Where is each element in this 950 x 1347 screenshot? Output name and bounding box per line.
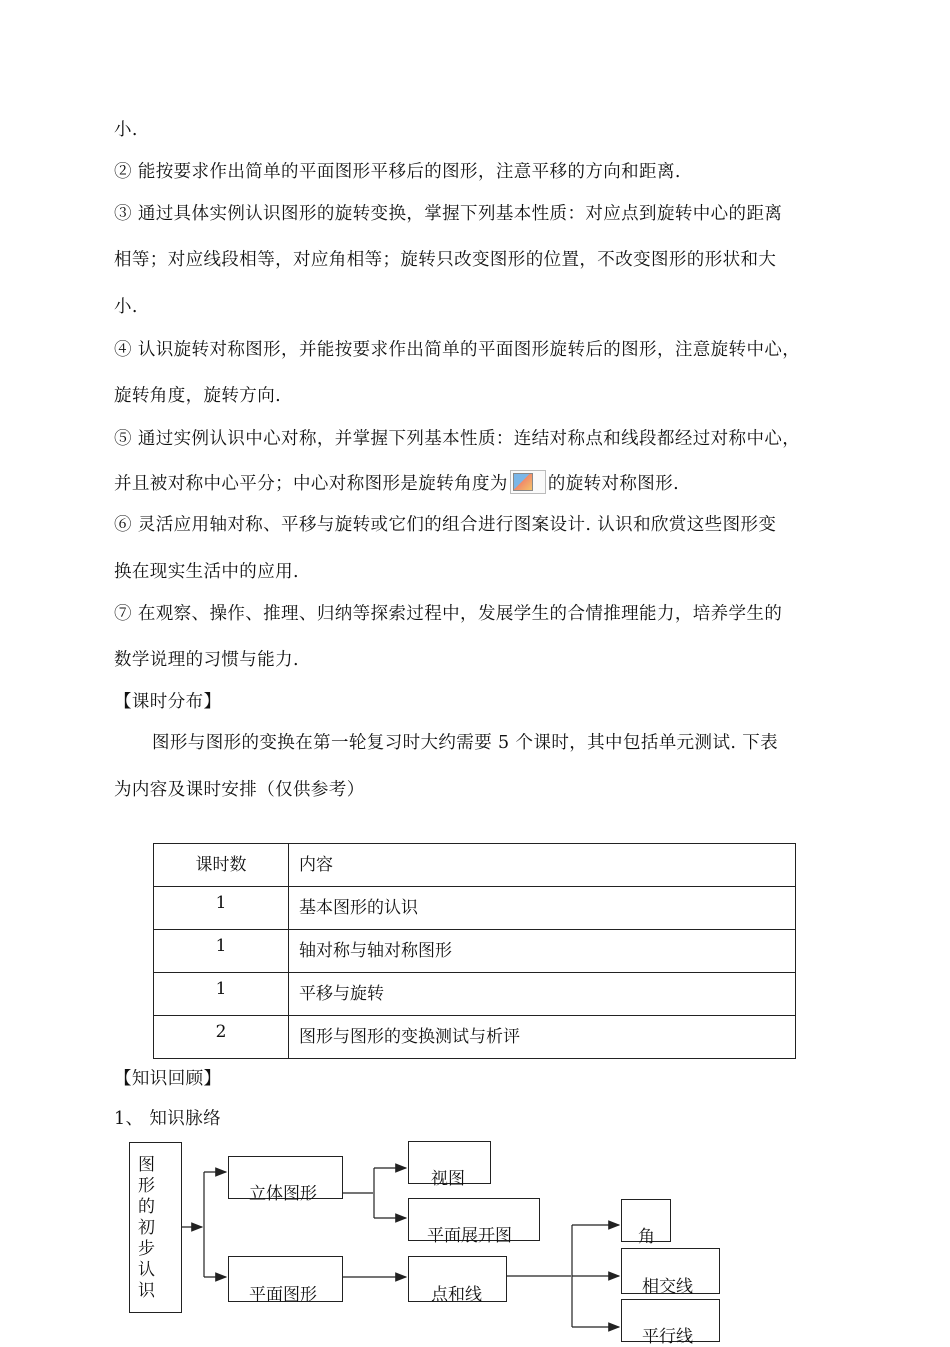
- section-heading: 【知识回顾】: [114, 1069, 222, 1089]
- diagram-label: 相交线: [642, 1277, 693, 1297]
- paragraph-line: 小.: [114, 120, 138, 140]
- diagram-box-net: [408, 1198, 540, 1246]
- paragraph-line: ⑦ 在观察、操作、推理、归纳等探索过程中，发展学生的合情推理能力，培养学生的: [114, 604, 783, 624]
- table-cell: 2: [154, 1016, 289, 1059]
- paragraph-line: 为内容及课时安排（仅供参考）: [114, 780, 365, 800]
- table-cell: 基本图形的认识: [289, 887, 796, 930]
- diagram-label: 点和线: [431, 1285, 482, 1305]
- paragraph-line: 换在现实生活中的应用.: [114, 562, 299, 582]
- table-header-cell: 课时数: [154, 844, 289, 887]
- diagram-root-box: [129, 1142, 182, 1313]
- paragraph-line: ⑤ 通过实例认识中心对称，并掌握下列基本性质：连结对称点和线段都经过对称中心，: [114, 429, 801, 449]
- diagram-box-intersecting: [621, 1248, 720, 1297]
- diagram-label: 视图: [431, 1169, 465, 1189]
- paragraph-line: ④ 认识旋转对称图形，并能按要求作出简单的平面图形旋转后的图形，注意旋转中心，: [114, 340, 801, 360]
- section-heading: 【课时分布】: [114, 692, 222, 712]
- diagram-label: 图形的初步认识: [138, 1155, 155, 1301]
- paragraph-line: 小.: [114, 297, 138, 317]
- diagram-box-plane: [228, 1256, 343, 1305]
- list-item: 1、 知识脉络: [114, 1109, 221, 1129]
- diagram-box-solid: [228, 1156, 343, 1204]
- paragraph-line: 数学说理的习惯与能力.: [114, 650, 299, 670]
- paragraph-line: 相等；对应线段相等，对应角相等；旋转只改变图形的位置，不改变图形的形状和大: [114, 250, 777, 270]
- paragraph-line: 旋转角度，旋转方向.: [114, 386, 282, 406]
- table-cell: 图形与图形的变换测试与析评: [289, 1016, 796, 1059]
- diagram-box-parallel: [621, 1299, 720, 1347]
- table-cell: 1: [154, 973, 289, 1016]
- table-header-cell: 内容: [289, 844, 796, 887]
- paragraph-line: 图形与图形的变换在第一轮复习时大约需要 5 个课时，其中包括单元测试. 下表: [152, 733, 779, 753]
- paragraph-line: ③ 通过具体实例认识图形的旋转变换，掌握下列基本性质：对应点到旋转中心的距离: [114, 204, 783, 224]
- paragraph-line: ② 能按要求作出简单的平面图形平移后的图形，注意平移的方向和距离.: [114, 162, 681, 182]
- diagram-box-view: [408, 1141, 491, 1189]
- table-cell: 1: [154, 930, 289, 973]
- diagram-label: 平行线: [642, 1327, 693, 1347]
- paragraph-text: 的旋转对称图形.: [547, 474, 680, 494]
- paragraph-text: 并且被对称中心平分；中心对称图形是旋转角度为: [114, 474, 508, 494]
- diagram-label: 平面图形: [249, 1285, 317, 1305]
- diagram-label: 立体图形: [249, 1184, 317, 1204]
- table-cell: 1: [154, 887, 289, 930]
- table-cell: 轴对称与轴对称图形: [289, 930, 796, 973]
- diagram-box-point-line: [408, 1256, 507, 1305]
- table-cell: 平移与旋转: [289, 973, 796, 1016]
- diagram-label: 角: [638, 1227, 655, 1247]
- diagram-label: 平面展开图: [427, 1226, 512, 1246]
- diagram-box-angle: [621, 1199, 671, 1247]
- paragraph-line: ⑥ 灵活应用轴对称、平移与旋转或它们的组合进行图案设计. 认识和欣赏这些图形变: [114, 515, 777, 535]
